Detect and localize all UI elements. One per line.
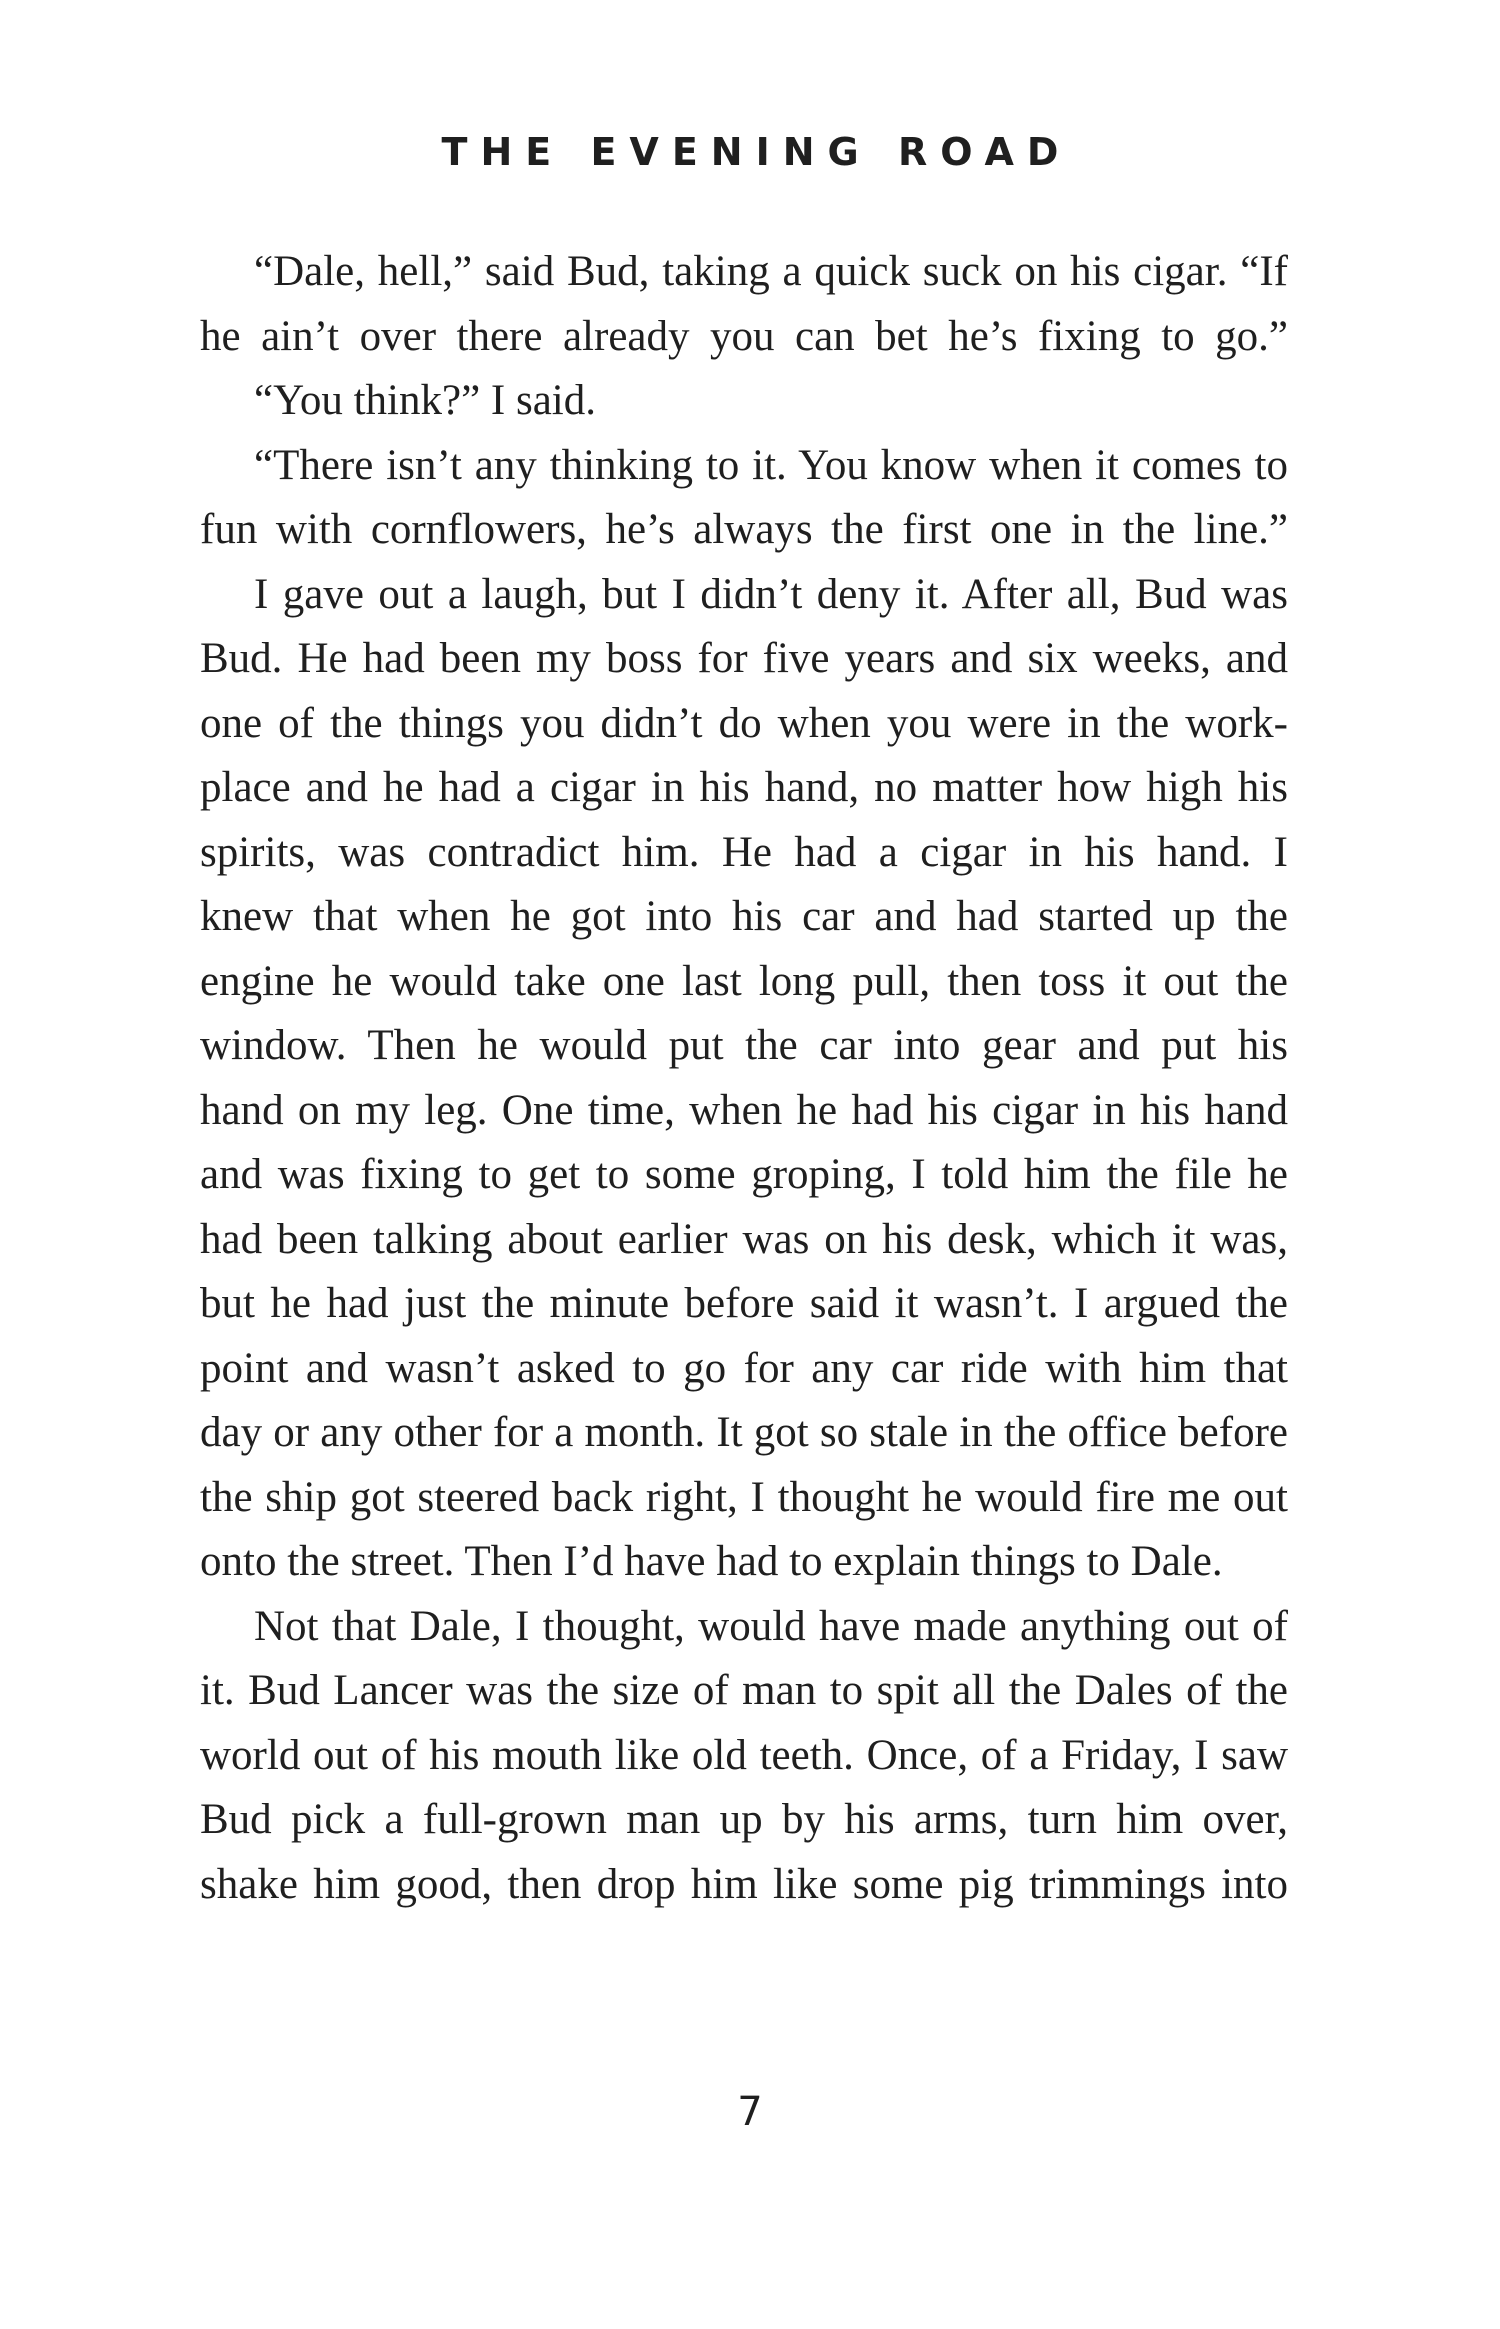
body-text <box>200 240 1288 1917</box>
text-line: shake him good, then drop him like some pig trimmings into <box>200 1860 1288 1908</box>
text-line: “Dale, hell,” said Bud, taking a quick suck on his cigar. “If <box>254 248 1288 295</box>
page-number: 7 <box>737 2089 763 2135</box>
text-line: engine he would take one last long pull, then toss it out the <box>200 957 1288 1005</box>
text-line: it. Bud Lancer was the size of man to spit all the Dales of the <box>200 1667 1288 1714</box>
text-line: place and he had a cigar in his hand, no matter how high his <box>200 764 1288 811</box>
text-line: “You think?” I said. <box>254 377 596 424</box>
text-line: had been talking about earlier was on his desk, which it was, <box>200 1215 1288 1263</box>
text-line: Bud pick a full-grown man up by his arms, turn him over, <box>200 1796 1288 1843</box>
text-line: hand on my leg. One time, when he had his cigar in his hand <box>200 1086 1288 1134</box>
text-line: I gave out a laugh, but I didn’t deny it. After all, Bud was <box>254 570 1288 618</box>
text-line: “There isn’t any thinking to it. You know when it comes to <box>254 441 1288 489</box>
text-line: one of the things you didn’t do when you were in the work- <box>200 699 1288 747</box>
text-line: but he had just the minute before said it wasn’t. I argued the <box>200 1280 1288 1327</box>
text-line: he ain’t over there already you can bet he’s fixing to go.” <box>200 312 1288 360</box>
text-line: knew that when he got into his car and had started up the <box>200 893 1288 940</box>
text-line: Bud. He had been my boss for five years and six weeks, and <box>200 635 1288 682</box>
running-head: THE EVENING ROAD <box>441 130 1072 174</box>
text-line: point and wasn’t asked to go for any car ride with him that <box>200 1344 1288 1392</box>
text-line: Not that Dale, I thought, would have made anything out of <box>254 1602 1288 1650</box>
text-line: window. Then he would put the car into gear and put his <box>200 1022 1288 1069</box>
text-line: fun with cornflowers, he’s always the first one in the line.” <box>200 506 1288 553</box>
text-line: the ship got steered back right, I thought he would fire me out <box>200 1473 1288 1521</box>
text-line: day or any other for a month. It got so stale in the office before <box>200 1409 1288 1456</box>
text-line: onto the street. Then I’d have had to explain things to Dale. <box>200 1538 1223 1585</box>
text-line: spirits, was contradict him. He had a cigar in his hand. I <box>200 828 1288 876</box>
text-line: world out of his mouth like old teeth. Once, of a Friday, I saw <box>200 1731 1288 1779</box>
text-line: and was fixing to get to some groping, I told him the file he <box>200 1151 1288 1198</box>
